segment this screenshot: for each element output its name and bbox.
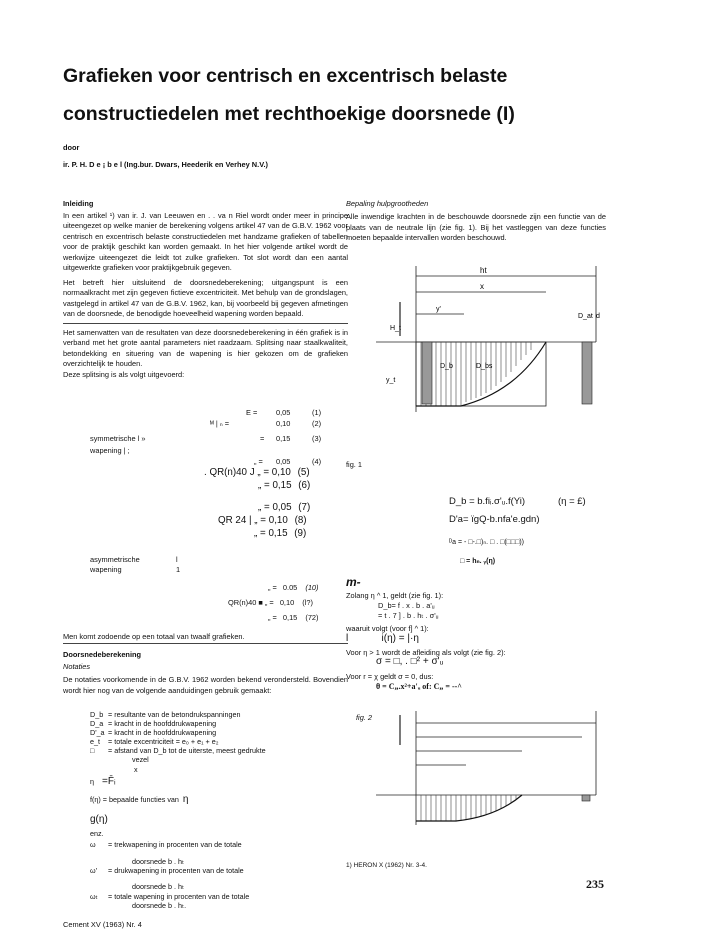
def-text: = afstand van D_b tot de uiterste, meest gedrukte [108,746,266,755]
split-number: (1) [312,408,322,417]
qr-number: (9) [294,528,307,539]
voor-eta-equation: σ = □, . □² + σ'ᵤ [376,656,444,667]
figure-2 [346,705,608,845]
qr-expr: „ = [258,480,270,491]
split-value: 0,05 [276,408,291,417]
margin-mark: m- [346,575,361,589]
definition-row [90,737,219,746]
subheading-notaties: Notaties [63,662,91,671]
split-row-1 [246,408,322,417]
journal-footer: Cement XV (1963) Nr. 4 [63,920,142,929]
omega-text: doorsnede b . hₜ [132,882,185,891]
def-symbol: D'_a [90,728,105,737]
omega-text: doorsnede b . hₜ [132,857,185,866]
asym-row-10 [268,583,319,592]
equation-1-left: D_b = b.fiᵢ.σ'ᵤ.f(Yi) [449,496,526,507]
definition-row [90,710,241,719]
label-x: x [480,282,484,291]
intro-paragraph-2: Het betreft hier uitsluitend de doorsnedeberekening; uitgangspunt is een normaalkracht met zijn gegeven fictieve excentriciteit. Met behulp van de grondslagen, vastgelegd in artikel 47 van de G.B.V. 1962, kan, bij voorbeeld bij gegeven afmetingen van de doorsnede, de benodigde hoeveelheid wapening worden bepaald. [63,277,348,318]
definition-row [90,746,266,755]
author-line: ir. P. H. D e ¡ b e l (Ing.bur. Dwars, Heederik en Verhey N.V.) [63,160,268,169]
bepaling-paragraph: Alle inwendige krachten in de beschouwde doorsnede zijn een functie van de plaats van de neutrale lijn (zie fig. 1). Bij het vastleggen van deze functies moeten bepaalde intervallen worden beschouwd. [346,212,606,242]
asym-mark-1: l [176,555,178,564]
reinforcement-bar [582,795,590,801]
equation-1 [449,496,525,507]
compression-reinforcement-bar [422,342,432,404]
label-yt: y_t [386,377,396,384]
qr-row-7 [258,502,310,513]
g-eta: g(η) [90,814,108,825]
qr-expr: „ = [258,502,270,513]
label-Db: D_b [440,363,453,370]
zolang-equation-2: = t . 7 ] . b . hₜ . σ'ᵤ [378,611,439,620]
conclusion-text: Men komt zodoende op een totaal van twaalf grafieken. [63,632,245,641]
split-label: wapening | ; [90,446,130,455]
omega-symbol: ωₜ [90,892,98,901]
label-Ht: H_t [390,325,401,332]
equation-3: ᴰa = - □-.□)ₙ. □ . □(□□□)) [449,539,525,546]
asym-expr: „ = [268,583,277,592]
f-eta-row [90,794,188,805]
qr-value: 0,05 [272,502,292,513]
split-value: 0,05 [276,457,291,466]
asym-value: 0.05 [282,583,298,592]
qr-value: 0,10 [268,515,288,526]
split-number: (2) [312,419,322,428]
tension-reinforcement-bar [582,342,592,404]
qr-value: 0,15 [272,480,292,491]
omega-symbol: ω' [90,866,97,875]
asym-row-12 [268,613,319,622]
f-eta-symbol: η [182,794,189,805]
omega-text: doorsnede b . hₜ. [132,901,187,910]
split-expr: ᴹ | ₙ = [210,419,230,428]
def-text: = resultante van de betondrukspanningen [108,710,241,719]
omega-symbol: ω [90,840,96,849]
fig2-caption: fig. 2 [356,713,373,722]
qr-expr: QR 24 | „ = [218,515,267,526]
qr-row-5 [204,467,310,478]
omega-text: = totale wapening in procenten van de totale [108,892,250,901]
equation-4: □ = hₙ. ᵧ(η) [460,558,496,565]
label-Dat: D_at [578,313,593,320]
omega-row [90,892,250,901]
omega-text: = trekwapening in procenten van de totale [108,840,242,849]
split-expr: E = [246,408,258,417]
eta-formula: =F̄ᵢ [102,776,116,787]
voor-eta-text: Voor η > 1 wordt de afleiding als volgt (zie fig. 2): [346,648,506,657]
split-row-5 [254,457,322,466]
f-eta-text: f(η) = bepaalde functies van [90,795,179,804]
qr-row-8 [218,515,307,526]
zolang-text: Zolang η ^ 1, geldt (zie fig. 1): [346,591,444,600]
asym-expr: „ = [268,613,277,622]
asym-value: 0,15 [282,613,298,622]
notaties-paragraph: De notaties voorkomende in de G.B.V. 1962 worden bekend verondersteld. Bovendien wordt hier nog van de volgende aanduidingen gebruik gemaakt: [63,675,348,695]
page-number: 235 [586,877,604,891]
split-expr: „ = [254,457,263,466]
x-character: x [134,765,138,774]
def-symbol: □ [90,746,95,755]
waaruit-text: waaruit volgt (voor f] ^ 1): [346,624,429,633]
equation-2: D'a= ïgQ-b.nfa'e.gdn) [449,514,540,525]
def-text: vezel [132,755,149,764]
asym-number: (72) [305,613,319,622]
paper-title-line-2: constructiedelen met rechthoekige doorsnede (I) [63,103,515,125]
figure-1 [346,262,608,472]
fig1-caption: fig. 1 [346,460,363,469]
def-symbol: e_t [90,737,100,746]
voor-r-text: Voor r = χ geldt σ = 0, dus: [346,672,434,681]
asym-value: 0,10 [279,598,295,607]
split-label: symmetrische l » [90,434,146,443]
split-number: (4) [312,457,322,466]
omega-text: = drukwapening in procenten van de totale [108,866,244,875]
def-text: = kracht in de hoofddrukwapening [108,728,217,737]
split-expr: = [260,434,265,443]
section-heading-bepaling: Bepaling hulpgrootheden [346,199,429,208]
split-row-3 [90,434,322,443]
qr-expr: . QR(n)40 J „ = [204,467,270,478]
def-text: = kracht in de hoofddrukwapening [108,719,217,728]
asym-label-1: asymmetrische [90,555,140,564]
label-ht: ht [480,266,487,275]
asym-expr: QR(n)40 ■ „ = [228,598,274,607]
intro-paragraph-4: Deze splitsing is als volgt uitgevoerd: [63,369,185,379]
qr-row-6 [258,480,310,491]
stress-block-hatching [416,342,546,406]
asym-label-2: wapening [90,565,122,574]
qr-number: (6) [298,480,311,491]
def-text: = totale excentriciteit = e₀ + e₁ + e₂ [108,737,219,746]
asym-row-11 [228,598,313,607]
label-da: d [596,313,600,320]
definition-row [90,719,217,728]
qr-expr: „ = [254,528,266,539]
qr-value: 0,10 [271,467,291,478]
zolang-equation-1: D_b= f . x . b . a'ᵤ [378,601,435,610]
asym-number: (l?) [302,598,313,607]
waaruit-equation: l i(η) = |·η [346,633,419,644]
voor-r-equation: θ = C„.x²+a'ᵤ of: C„ = --^ [376,682,462,691]
split-number: (3) [312,434,322,443]
definition-row [90,728,217,737]
intro-paragraph-1: In een artikel ¹) van ir. J. van Leeuwen en . . va n Riel wordt onder meer in principe uiteengezet op welke manier de berekening volgens artikel 47 van de G.B.V. 1962 voor centrisch en excentrisch belaste constructiedelen met handzame grafieken of tabellen voor de praktijk geschikt kan worden gemaakt. In het hier volgende artikel wordt de werkwijze uiteengezet die leidt tot zulke grafieken. Tot slot wordt dan een aantal uitgewerkte grafieken voor praktijkgebruik gegeven. [63,210,348,272]
split-row-2 [210,419,322,428]
qr-number: (5) [297,467,310,478]
enz-text: enz. [90,829,104,838]
qr-row-9 [254,528,306,539]
eta-symbol: η [90,777,94,786]
byline-door: door [63,143,80,152]
section-heading-doorsnede: Doorsnedeberekening [63,650,142,659]
asym-mark-2: 1 [176,565,181,574]
def-symbol: D_a [90,719,104,728]
omega-row [90,866,244,875]
left-column [63,199,348,384]
qr-number: (7) [298,502,311,513]
qr-value: 0,15 [268,528,288,539]
omega-row [90,840,242,849]
def-symbol: D_b [90,710,104,719]
split-row-4 [90,446,130,455]
equation-1-condition: (η = £) [558,496,586,507]
split-value: 0,10 [276,419,291,428]
paper-title-line-1: Grafieken voor centrisch en excentrisch belaste [63,65,508,87]
eta-definition [90,776,116,787]
asym-number: (10) [305,583,319,592]
divider [63,323,348,324]
footnote: 1) HERON X (1962) Nr. 3-4. [346,862,427,869]
label-Dbs: D_bs [476,363,493,370]
label-y: y' [436,306,441,313]
section-heading-inleiding: Inleiding [63,199,94,208]
split-value: 0,15 [276,434,291,443]
qr-number: (8) [294,515,307,526]
intro-paragraph-3: Het samenvatten van de resultaten van deze doorsnedeberekening in één grafiek is in verband met het grote aantal parameters niet raadzaam. Splitsing naar staalkwaliteit, betondekking en situering van de wapening is hier gekozen om de grafieken overzichtelijk te houden. [63,327,348,368]
divider [63,643,348,644]
